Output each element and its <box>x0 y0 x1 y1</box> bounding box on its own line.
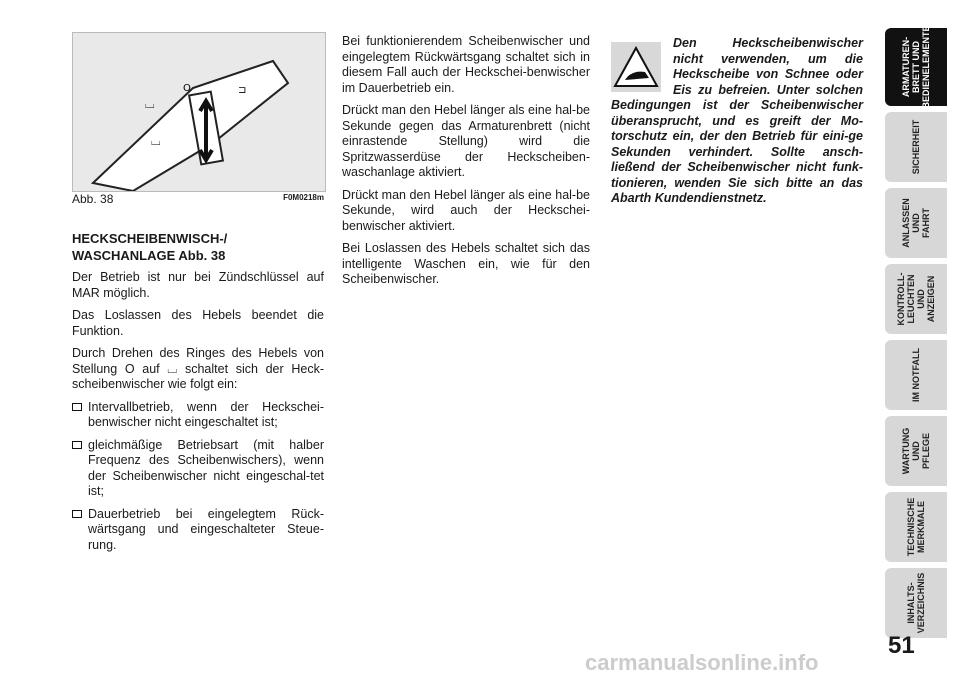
chapter-sidebar <box>885 25 947 644</box>
tab-armaturenbrett[interactable]: ARMATUREN- BRETT UND BEDIENELEMENTE <box>885 28 947 106</box>
tab-kontrollleuchten[interactable]: KONTROLL- LEUCHTEN UND ANZEIGEN <box>885 264 947 334</box>
paragraph: Das Loslassen des Hebels beendet die Funktion. <box>72 308 324 338</box>
column-middle <box>342 34 590 295</box>
warning-box <box>611 36 863 207</box>
warning-text: Den Heckscheibenwischer nicht verwenden, um die Heckscheibe von Schnee oder Eis zu befreien. Unter solchen Bedingungen ist der Scheibenwischer überansprucht, und es greift der Mo-torschutz ein, der den Betrieb für eini-ge Sekunden verhindert. Sollte ansch-ließend der Scheibenwischer nicht funk-tionieren, wenden Sie sich bitte an das Abarth Kundendienstnetz. <box>611 36 863 205</box>
figure-lever-illustration <box>72 32 326 192</box>
section-heading: HECKSCHEIBENWISCH-/ WASCHANLAGE Abb. 38 <box>72 231 228 263</box>
tab-notfall[interactable]: IM NOTFALL <box>885 340 947 410</box>
checkbox-bullet-icon <box>72 510 82 518</box>
svg-text:⌴: ⌴ <box>145 97 155 111</box>
warning-icon <box>611 42 661 92</box>
paragraph: Bei Loslassen des Hebels schaltet sich das intelligente Waschen ein, wie für den Scheibenwischer. <box>342 241 590 286</box>
column-left <box>72 230 324 560</box>
tab-sicherheit[interactable]: SICHERHEIT <box>885 112 947 182</box>
list-item: Dauerbetrieb bei eingelegtem Rück-wärtsgang und eingeschalteter Steue-rung. <box>72 507 324 554</box>
svg-text:O: O <box>183 83 191 94</box>
figure-caption <box>72 192 324 206</box>
figure-label: Abb. 38 <box>72 192 114 206</box>
page-number: 51 <box>888 632 915 659</box>
list-item: Intervallbetrieb, wenn der Heckschei-benwischer nicht eingeschaltet ist; <box>72 400 324 431</box>
paragraph: Der Betrieb ist nur bei Zündschlüssel auf MAR möglich. <box>72 270 324 300</box>
tab-anlassen[interactable]: ANLASSEN UND FAHRT <box>885 188 947 258</box>
tab-inhaltsverzeichnis[interactable]: INHALTS- VERZEICHNIS <box>885 568 947 638</box>
paragraph: Drückt man den Hebel länger als eine hal-be Sekunde gegen das Armaturenbrett (nicht einrastende Stellung) wird die Spritzwasserdüse der Heckscheiben-waschanlage aktiviert. <box>342 103 590 179</box>
checkbox-bullet-icon <box>72 441 82 449</box>
watermark: carmanualsonline.info <box>585 650 819 675</box>
figure-code: F0M0218m <box>283 193 324 202</box>
paragraph: Durch Drehen des Ringes des Hebels von Stellung O auf ⌴ schaltet sich der Heck-scheibenwischer wie folgt ein: <box>72 346 324 391</box>
tab-wartung[interactable]: WARTUNG UND PFLEGE <box>885 416 947 486</box>
svg-text:⊐: ⊐ <box>238 85 247 96</box>
paragraph: Bei funktionierendem Scheibenwischer und eingelegtem Rückwärtsgang schaltet sich in diesem Fall auch der Heckschei-benwischer im Dauerbetrieb ein. <box>342 34 590 95</box>
checkbox-bullet-icon <box>72 403 82 411</box>
paragraph: Drückt man den Hebel länger als eine hal-be Sekunde, wird auch der Heckschei-benwischer aktiviert. <box>342 187 590 233</box>
svg-text:⌴: ⌴ <box>151 134 161 148</box>
list-item: gleichmäßige Betriebsart (mit halber Frequenz des Scheibenwischers), wenn der Scheibenwischer nicht eingeschal-tet ist; <box>72 438 324 500</box>
wiper-lever-icon <box>73 33 325 191</box>
tab-technische-merkmale[interactable]: TECHNISCHE MERKMALE <box>885 492 947 562</box>
